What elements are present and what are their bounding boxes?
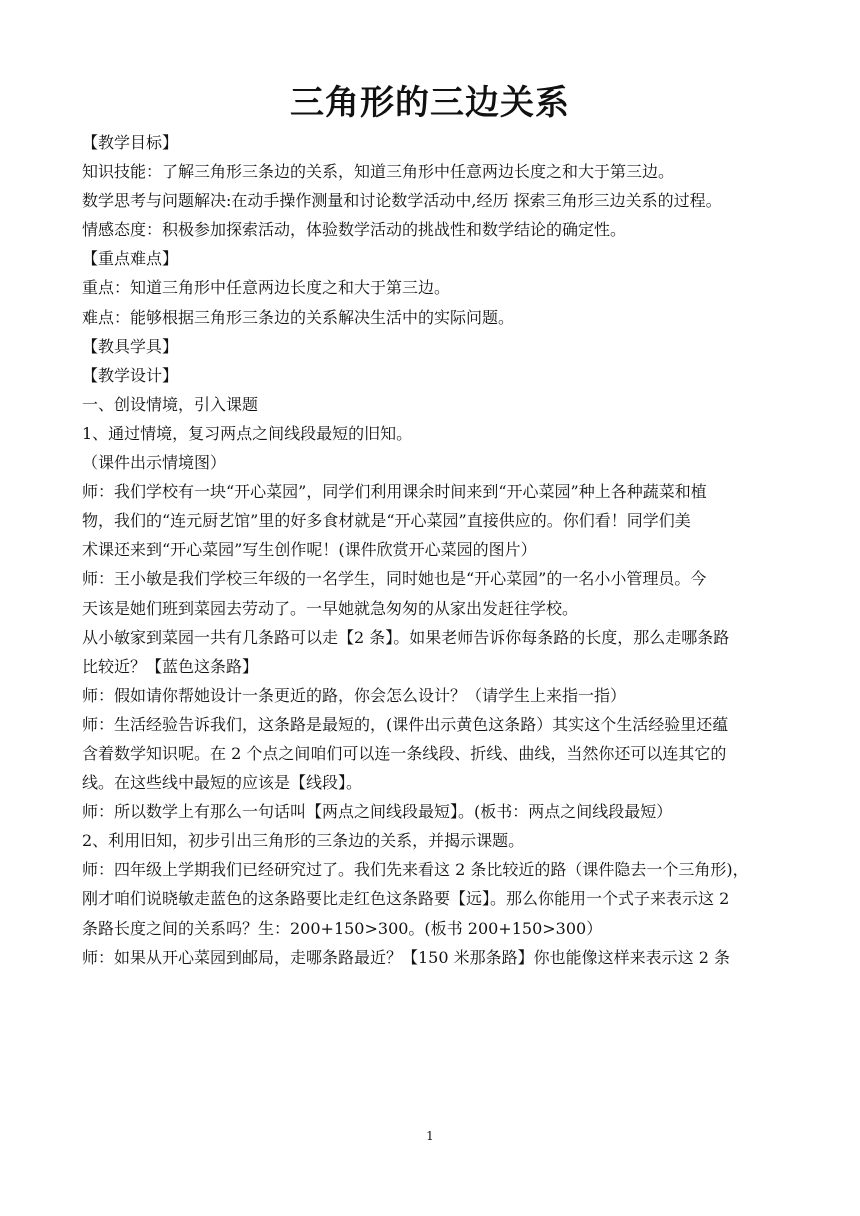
paragraph-line: 刚才咱们说晓敏走蓝色的这条路要比走红色这条路要【远】。那么你能用一个式子来表示这 2 [82,889,730,909]
paragraph-line: 从小敏家到菜园一共有几条路可以走【2 条】。如果老师告诉你每条路的长度，那么走哪条路 [82,627,730,647]
paragraph-line: 天该是她们班到菜园去劳动了。一早她就急匆匆的从家出发赶往学校。 [82,598,579,618]
objective-math-thinking: 数学思考与问题解决:在动手操作测量和讨论数学活动中,经历 探索三角形三边关系的过程。 [82,191,722,211]
section-heading-materials: 【教具学具】 [82,336,179,356]
paragraph-line: 师：我们学校有一块“开心菜园”，同学们利用课余时间来到“开心菜园”种上各种蔬菜和植 [82,482,707,502]
difficult-point: 难点：能够根据三角形三条边的关系解决生活中的实际问题。 [82,307,515,327]
step-two-heading: 2、利用旧知，初步引出三角形的三条边的关系，并揭示课题。 [82,831,525,851]
paragraph-line: 比较近？【蓝色这条路】 [82,656,259,676]
section-heading-design: 【教学设计】 [82,365,179,385]
section-heading-key-points: 【重点难点】 [82,249,179,269]
section-heading-objectives: 【教学目标】 [82,133,179,152]
page-number: 1 [426,1129,434,1143]
key-point: 重点：知道三角形中任意两边长度之和大于第三边。 [82,278,451,298]
paragraph-line: 物，我们的“连元厨艺馆”里的好多食材就是“开心菜园”直接供应的。你们看！同学们美 [82,511,691,531]
objective-attitude: 情感态度：积极参加探索活动，体验数学活动的挑战性和数学结论的确定性。 [82,220,627,240]
paragraph-line: 师：生活经验告诉我们，这条路是最短的，(课件出示黄色这条路）其实这个生活经验里还蕴 [82,714,729,734]
courseware-note: （课件出示情境图） [82,453,227,473]
paragraph-line: 师：假如请你帮她设计一条更近的路，你会怎么设计？（请学生上来指一指） [82,685,627,705]
part-one-heading: 一、创设情境，引入课题 [82,394,259,414]
document-body [82,128,780,972]
paragraph-line: 线。在这些线中最短的应该是【线段】。 [82,773,363,793]
paragraph-line: 师：四年级上学期我们已经研究过了。我们先来看这 2 条比较近的路（课件隐去一个三角形)， [82,860,749,880]
paragraph-line: 师：如果从开心菜园到邮局，走哪条路最近？【150 米那条路】你也能像这样来表示这 2 条 [82,947,730,967]
objective-knowledge-skill: 知识技能：了解三角形三条边的关系，知道三角形中任意两边长度之和大于第三边。 [82,162,675,182]
paragraph-line: 师：王小敏是我们学校三年级的一名学生，同时她也是“开心菜园”的一名小小管理员。今 [82,569,707,589]
step-one-heading: 1、通过情境，复习两点之间线段最短的旧知。 [82,423,413,443]
paragraph-line: 条路长度之间的关系吗？生：200+150>300。(板书 200+150>300） [82,918,603,938]
page-title: 三角形的三边关系 [290,83,570,123]
paragraph-line: 师：所以数学上有那么一句话叫【两点之间线段最短】。(板书：两点之间线段最短） [82,802,673,822]
paragraph-line: 术课还来到“开心菜园”写生创作呢！(课件欣赏开心菜园的图片） [82,540,537,560]
paragraph-line: 含着数学知识呢。在 2 个点之间咱们可以连一条线段、折线、曲线，当然你还可以连其它的 [82,743,727,763]
